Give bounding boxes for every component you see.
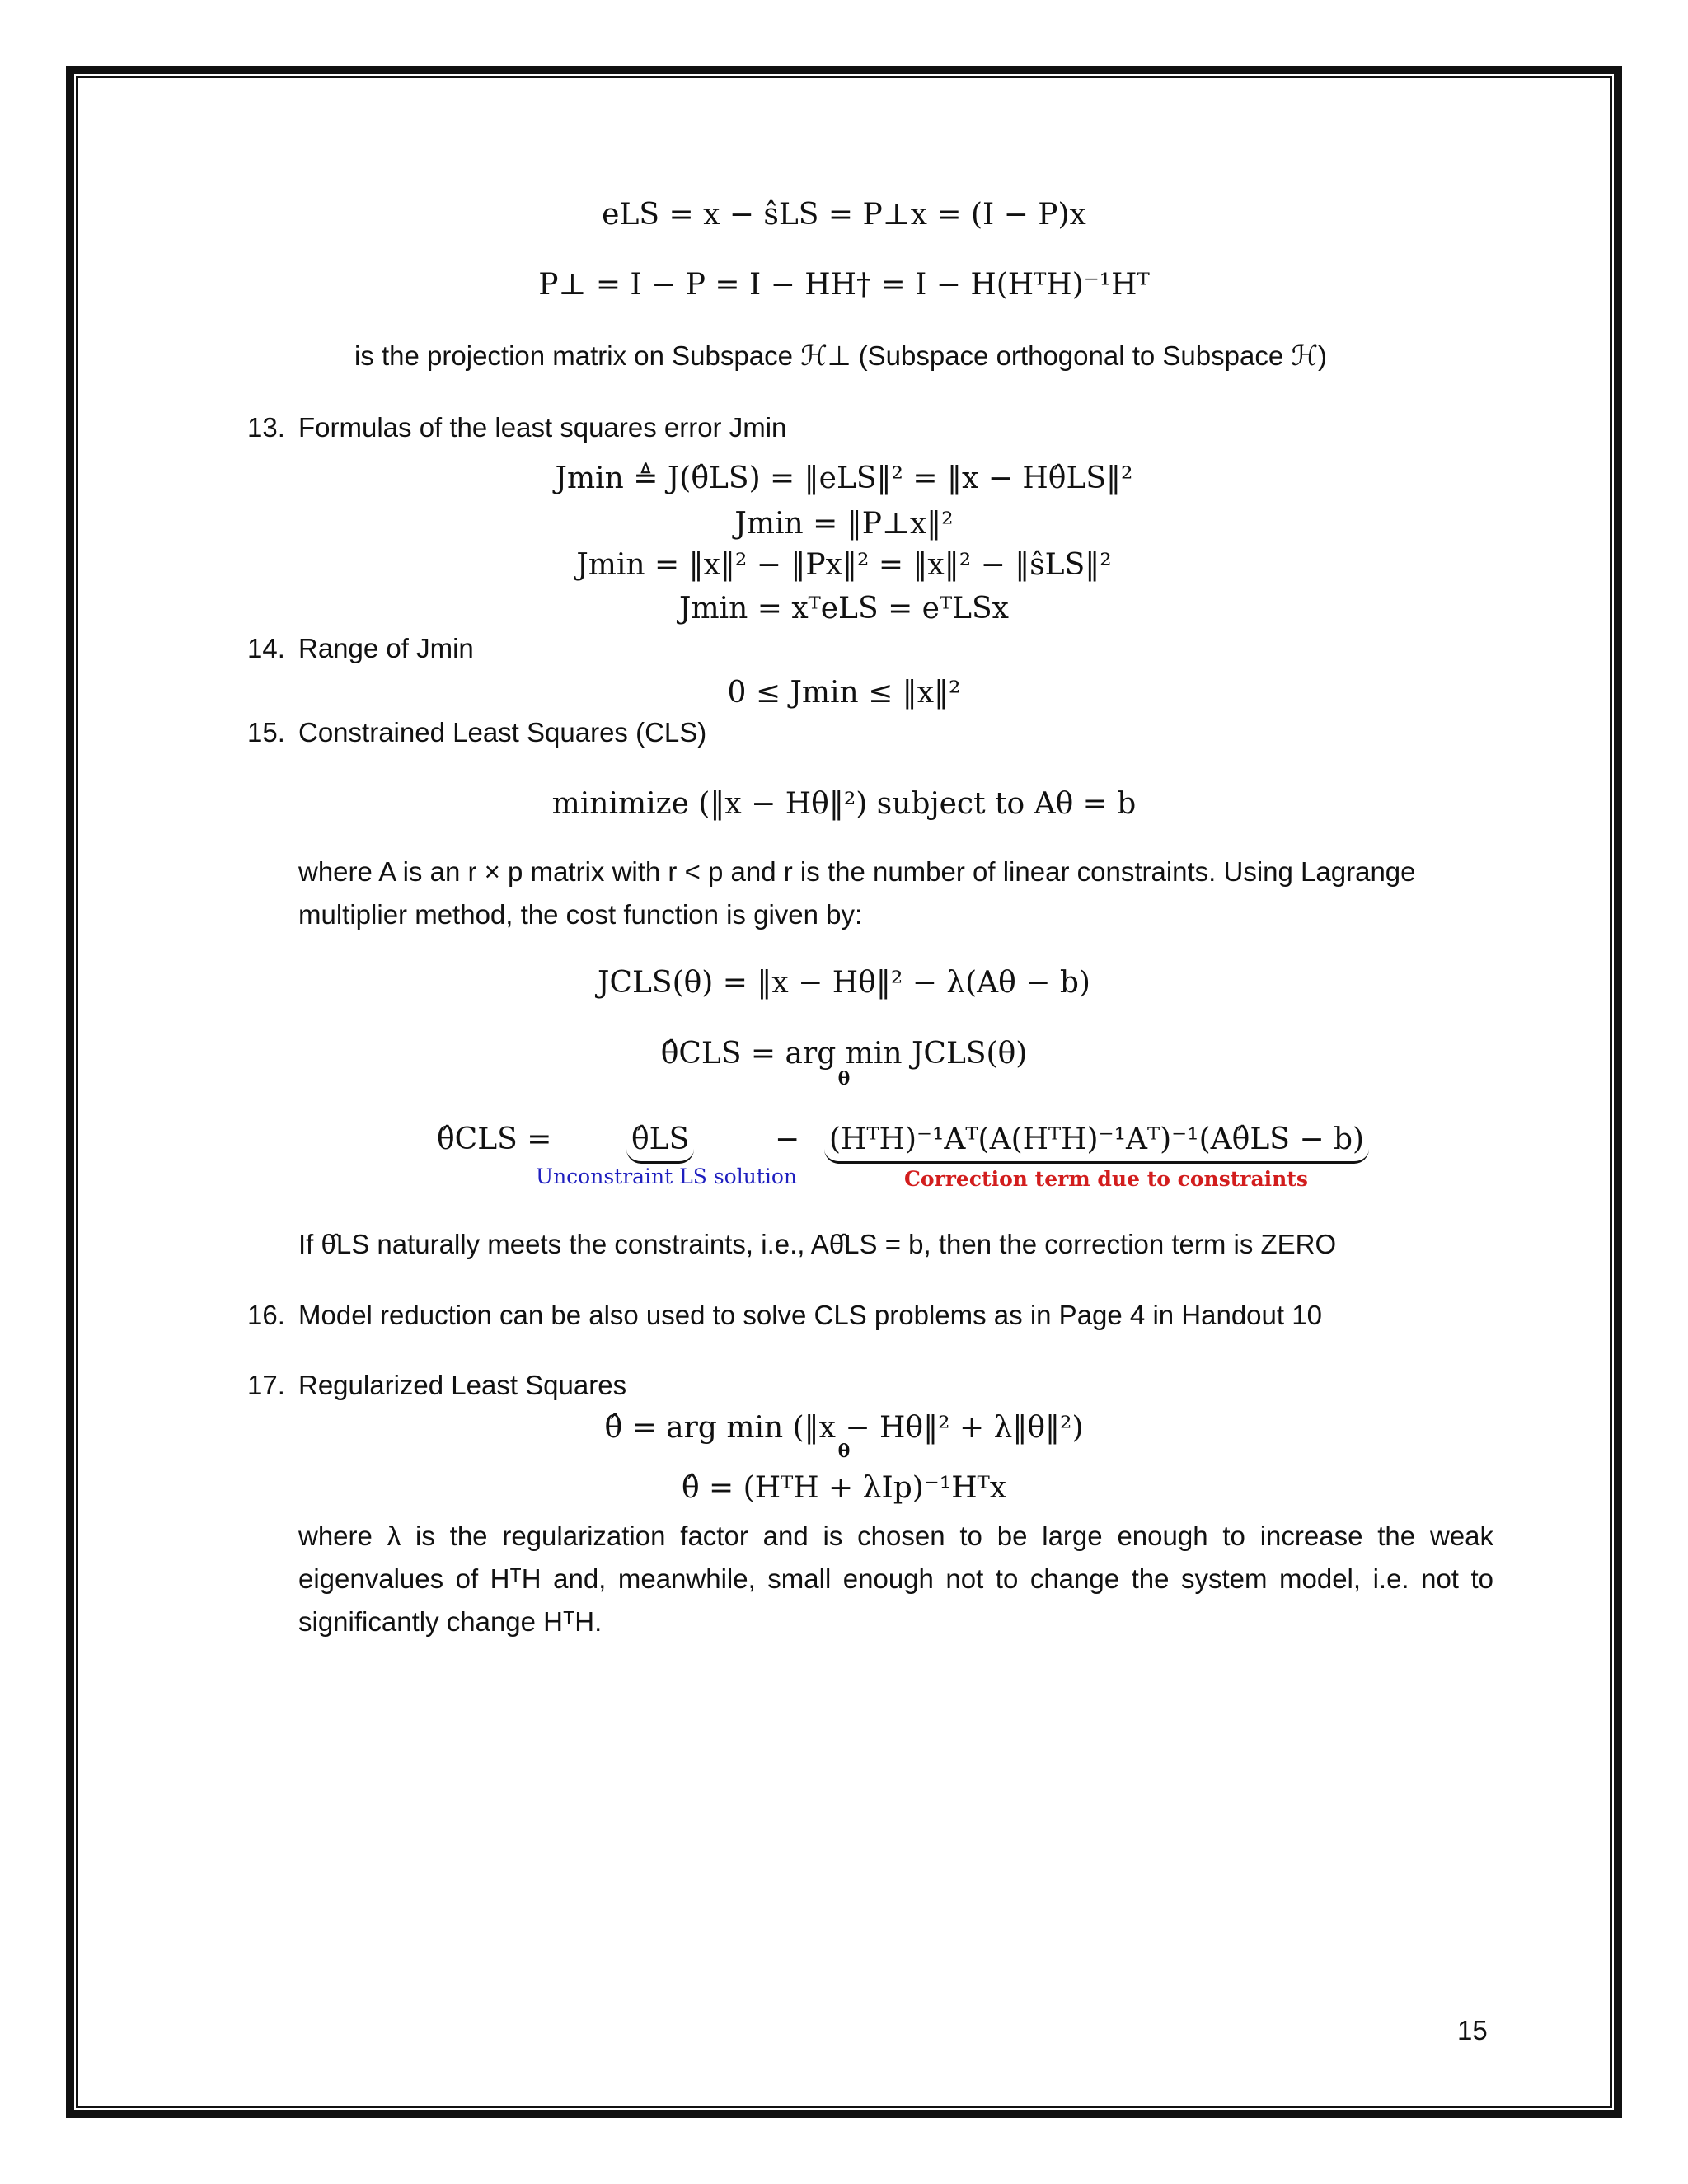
ls-underbrace [626,1122,694,1164]
item-16-number: 16. [247,1300,285,1330]
correction-underbrace [824,1122,1369,1164]
page-number: 15 [1457,2015,1488,2046]
reg-eq-1-sub: θ [837,1441,851,1462]
reg-eq-1: θ̂ = arg min (‖x − Hθ‖² + λ‖θ‖²) [604,1411,1084,1445]
cls-solution-correction [824,1122,1369,1164]
reg-eq-2: θ̂ = (HᵀH + λIp)⁻¹Hᵀx [681,1471,1007,1505]
cls-solution-minus: − [775,1122,800,1156]
item-15-title: Constrained Least Squares (CLS) [298,717,707,748]
cls-solution-ls-term [626,1122,694,1164]
cls-argmin-eq: θ̂CLS = arg min JCLS(θ) [660,1037,1028,1071]
item-13-eq-1: Jmin ≜ J(θ̂LS) = ‖eLS‖² = ‖x − Hθ̂LS‖² [555,462,1133,495]
cls-cost-eq: JCLS(θ) = ‖x − Hθ‖² − λ(Aθ − b) [598,966,1090,1000]
item-14-number: 14. [247,633,285,663]
item-13-number: 13. [247,412,285,443]
item-17-title: Regularized Least Squares [298,1370,627,1400]
cls-if-text: If θ̂LS naturally meets the constraints, i.e., Aθ̂LS = b, then the correction term is ZERO [298,1229,1337,1259]
reg-where-line-1: where λ is the regularization factor and is chosen to be large enough to increase the weak [298,1521,1493,1551]
cls-where-text-line-2: multiplier method, the cost function is given by: [298,899,863,930]
reg-where-line-2: eigenvalues of HᵀH and, meanwhile, small enough not to change the system model, i.e. not to [298,1563,1493,1594]
item-13-eq-4: Jmin = xᵀeLS = eᵀLSx [679,592,1009,626]
reg-where-line-3: significantly change HᵀH. [298,1606,603,1637]
item-13-title: Formulas of the least squares error Jmin [298,412,787,443]
correction-term-text: (HᵀH)⁻¹Aᵀ(A(HᵀH)⁻¹Aᵀ)⁻¹(Aθ̂LS − b) [829,1122,1365,1156]
label-correction-term: Correction term due to constraints [904,1167,1308,1191]
item-14-title: Range of Jmin [298,633,474,663]
item-13-eq-3: Jmin = ‖x‖² − ‖Px‖² = ‖x‖² − ‖ŝLS‖² [576,548,1112,582]
equation-p-perp: P⊥ = I − P = I − HH† = I − H(HᵀH)⁻¹Hᵀ [538,268,1150,302]
item-14-eq: 0 ≤ Jmin ≤ ‖x‖² [727,676,961,710]
item-15-number: 15. [247,717,285,748]
item-17-number: 17. [247,1370,285,1400]
label-unconstraint-ls: Unconstraint LS solution [536,1165,797,1188]
cls-minimize-eq: minimize (‖x − Hθ‖²) subject to Aθ = b [551,787,1137,821]
ls-term-text: θ̂LS [631,1122,690,1156]
projection-note: is the projection matrix on Subspace ℋ⊥ (Subspace orthogonal to Subspace ℋ) [354,340,1327,371]
equation-e-ls: eLS = x − ŝLS = P⊥x = (I − P)x [602,198,1086,232]
cls-argmin-sub: θ [837,1068,851,1090]
cls-solution-lhs: θ̂CLS = [437,1122,552,1156]
cls-where-text-line-1: where A is an r × p matrix with r < p and r is the number of linear constraints. Using Lagrange [298,856,1416,887]
item-16-title: Model reduction can be also used to solve CLS problems as in Page 4 in Handout 10 [298,1300,1322,1330]
item-13-eq-2: Jmin = ‖P⊥x‖² [734,507,954,541]
